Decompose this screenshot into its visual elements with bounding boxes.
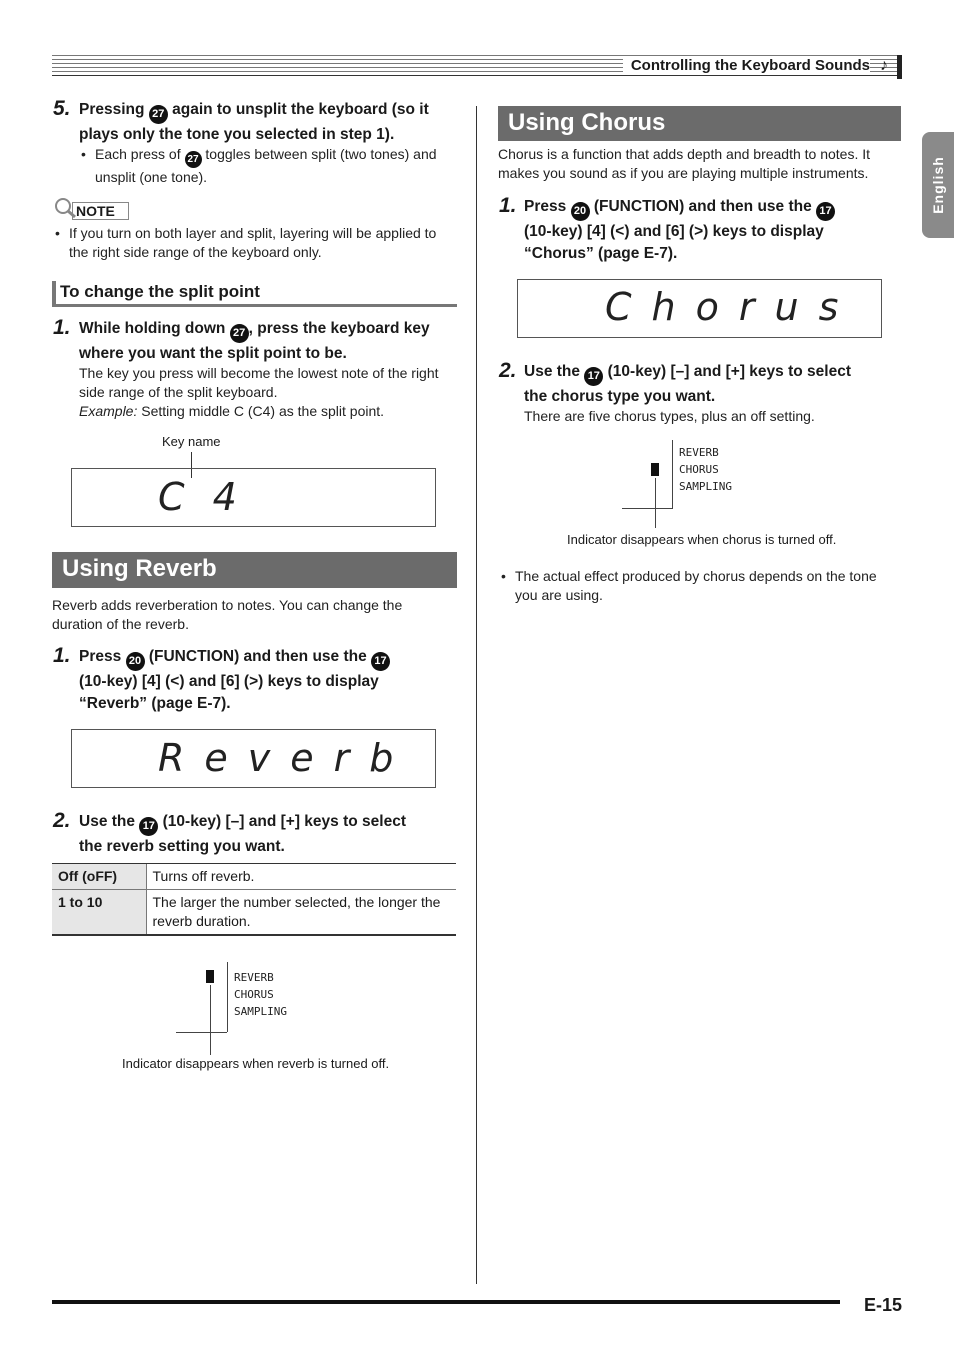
chorus-step2-text — [524, 361, 904, 408]
chorus-step1-c: (10-key) [4] (<) and [6] (>) keys to display — [524, 223, 824, 240]
split-step-c: where you want the split point to be. — [79, 345, 347, 362]
chorus-intro-2: makes you sound as if you are playing multiple instruments. — [498, 165, 869, 181]
chorus-section-title: Using Chorus — [498, 106, 901, 141]
reverb-step1-a: Press — [79, 648, 122, 665]
chorus-step1-d: “Chorus” (page E-7). — [524, 245, 678, 262]
step-number: 5. — [53, 97, 71, 120]
table-row — [52, 890, 456, 935]
note-text: • If you turn on both layer and split, layering will be applied to the right side range of the keyboard only. — [55, 225, 437, 260]
reverb-intro — [52, 596, 462, 634]
indicator-chorus: CHORUS — [234, 988, 274, 1001]
language-tab — [922, 132, 954, 238]
note-label: NOTE — [72, 202, 129, 220]
indicator-sampling: SAMPLING — [679, 480, 732, 493]
step5-text — [79, 99, 459, 146]
indicator-sampling: SAMPLING — [234, 1005, 287, 1018]
header-end-bar — [897, 55, 902, 79]
reverb-table — [52, 863, 456, 936]
step5-text-a: Pressing — [79, 101, 145, 118]
table-desc: The larger the number selected, the longer the reverb duration. — [146, 890, 456, 935]
chorus-intro-1: Chorus is a function that adds depth and breadth to notes. It — [498, 146, 871, 162]
reverb-step1-b: (FUNCTION) and then use the — [148, 648, 367, 665]
lcd-text: Reverb — [158, 736, 414, 780]
indicator-mark — [206, 970, 214, 983]
indicator-chorus: CHORUS — [679, 463, 719, 476]
reverb-step2-b: (10-key) [–] and [+] keys to select — [162, 813, 406, 830]
chorus-indicator-caption: Indicator disappears when chorus is turned off. — [567, 532, 837, 547]
indicator-bracket — [227, 962, 228, 1032]
indicator-labels — [234, 969, 287, 1020]
reverb-step2-text — [79, 811, 469, 858]
example-text: Setting middle C (C4) as the split point. — [141, 403, 385, 419]
indicator-bracket-base — [176, 1032, 227, 1033]
step-number: 1. — [53, 644, 71, 667]
header-title: Controlling the Keyboard Sounds — [623, 57, 870, 74]
reverb-step2-a: Use the — [79, 813, 135, 830]
lcd-text: Chorus — [605, 285, 859, 329]
button-20-icon: 20 — [126, 652, 145, 671]
reverb-step1-text — [79, 646, 469, 715]
indicator-pointer — [210, 985, 211, 1055]
reverb-step1-c: (10-key) [4] (<) and [6] (>) keys to display — [79, 673, 379, 690]
chorus-step2-a: Use the — [524, 363, 580, 380]
table-desc: Turns off reverb. — [152, 868, 255, 884]
button-20-icon: 20 — [571, 202, 590, 221]
step-number: 1. — [53, 316, 71, 339]
column-divider — [476, 106, 477, 1284]
split-heading: To change the split point — [52, 281, 457, 307]
reverb-step2-c: the reverb setting you want. — [79, 838, 285, 855]
button-17-icon: 17 — [371, 652, 390, 671]
chorus-step1-a: Press — [524, 198, 567, 215]
chorus-step2-body: There are five chorus types, plus an off setting. — [524, 408, 815, 424]
footer-rule — [52, 1300, 840, 1304]
indicator-pointer — [655, 478, 656, 528]
button-17-icon: 17 — [584, 367, 603, 386]
split-body-1: The key you press will become the lowest note of the right — [79, 365, 439, 381]
chorus-step1-b: (FUNCTION) and then use the — [593, 198, 812, 215]
button-17-icon: 17 — [139, 817, 158, 836]
step5-bullet-b: toggles between split (two tones) and — [205, 146, 437, 162]
step5-bullet-a: Each press of — [95, 146, 181, 162]
language-tab-label: English — [930, 156, 946, 214]
split-body-2: side range of the split keyboard. — [79, 384, 278, 400]
reverb-step1-d: “Reverb” (page E-7). — [79, 695, 231, 712]
chorus-bullet-1: The actual effect produced by chorus depends on the tone — [515, 568, 877, 584]
step-number: 2. — [53, 809, 71, 832]
table-row — [52, 864, 456, 890]
step5-text-c: plays only the tone you selected in step 1). — [79, 126, 395, 143]
chorus-bullet: • The actual effect produced by chorus depends on the tone you are using. — [501, 568, 877, 603]
split-step-text — [79, 318, 469, 365]
lcd-display-chorus — [517, 279, 882, 338]
chorus-step2-b: (10-key) [–] and [+] keys to select — [607, 363, 851, 380]
chorus-step1-text — [524, 196, 904, 265]
note-line1: If you turn on both layer and split, layering will be applied to — [69, 225, 437, 241]
reverb-section-title: Using Reverb — [52, 552, 457, 588]
split-body — [79, 364, 464, 421]
button-27-icon: 27 — [149, 105, 168, 124]
chorus-bullet-2: you are using. — [515, 587, 603, 603]
reverb-intro-2: duration of the reverb. — [52, 616, 189, 632]
music-note-icon: ♪ — [880, 57, 888, 74]
note-line2: the right side range of the keyboard only. — [69, 244, 322, 260]
lcd-display-reverb — [71, 729, 436, 788]
key-name-label: Key name — [162, 434, 221, 449]
chorus-intro — [498, 145, 908, 183]
lcd-display-c4 — [71, 468, 436, 527]
step-number: 2. — [499, 359, 517, 382]
page-number: E-15 — [864, 1295, 903, 1315]
button-27-icon: 27 — [230, 324, 249, 343]
split-step-b: , press the keyboard key — [248, 320, 430, 337]
reverb-indicator-caption: Indicator disappears when reverb is turned off. — [122, 1056, 390, 1071]
indicator-mark — [651, 463, 659, 476]
indicator-labels — [679, 444, 732, 495]
indicator-bracket — [672, 440, 673, 508]
step5-text-b: again to unsplit the keyboard (so it — [172, 101, 429, 118]
reverb-intro-1: Reverb adds reverberation to notes. You can change the — [52, 597, 403, 613]
step5-bullet: • Each press of 27 toggles between split (two tones) and unsplit (one tone). — [81, 146, 437, 185]
split-step-a: While holding down — [79, 320, 226, 337]
lcd-text: C 4 — [158, 475, 245, 519]
table-key: Off (oFF) — [52, 864, 146, 890]
step5-bullet-c: unsplit (one tone). — [95, 169, 208, 185]
indicator-reverb: REVERB — [679, 446, 719, 459]
example-label: Example: — [79, 403, 138, 419]
indicator-reverb: REVERB — [234, 971, 274, 984]
button-27-icon: 27 — [185, 151, 202, 168]
step-number: 1. — [499, 194, 517, 217]
button-17-icon: 17 — [816, 202, 835, 221]
chorus-step2-c: the chorus type you want. — [524, 388, 716, 405]
indicator-bracket-base — [622, 508, 673, 509]
table-key: 1 to 10 — [52, 890, 146, 935]
